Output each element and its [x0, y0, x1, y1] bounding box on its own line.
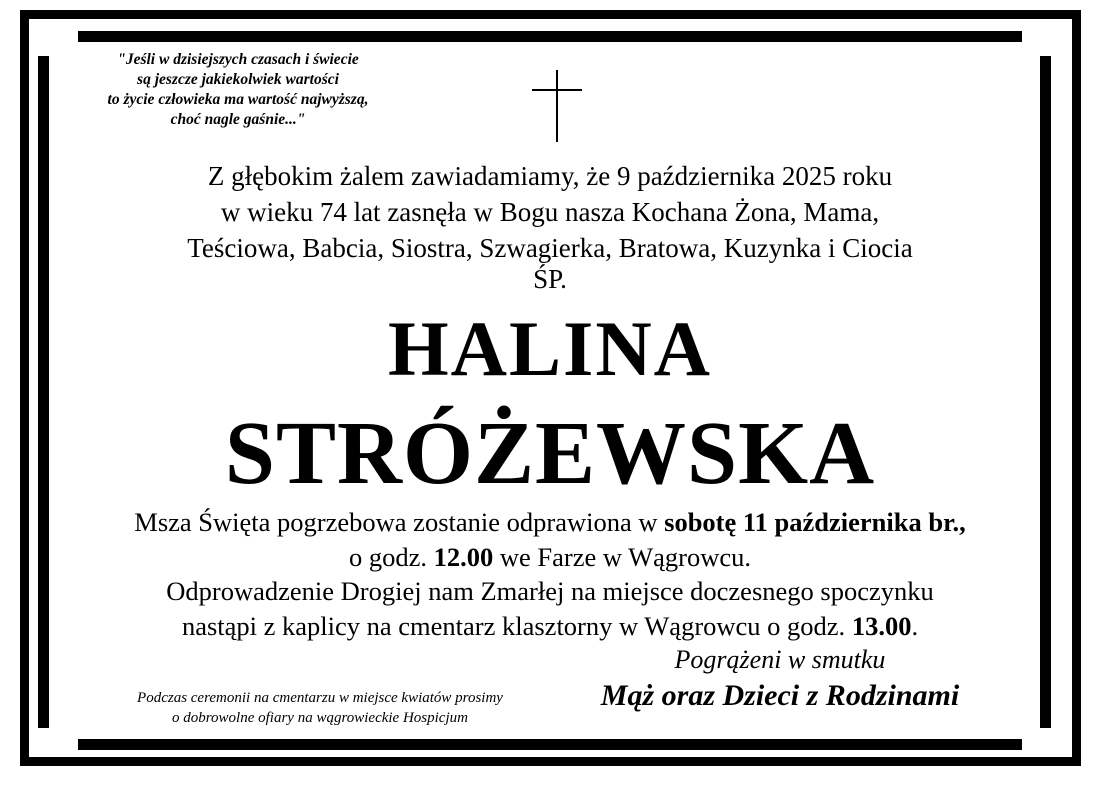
bottom-border-bar [78, 739, 1022, 750]
procession-end: . [911, 610, 919, 641]
mass-text: Msza Święta pogrzebowa zostanie odprawiona w [134, 507, 665, 537]
funeral-details [50, 505, 1050, 643]
procession-text: nastąpi z kaplicy na cmentarz klasztorny w Wągrowcu o godz. [181, 610, 852, 641]
family-signature: Mąż oraz Dzieci z Rodzinami [600, 679, 960, 712]
quote-line: choć nagle gaśnie..." [170, 111, 306, 128]
mass-time: 12.00 [433, 541, 494, 572]
deceased-last-name: STRÓŻEWSKA [224, 404, 876, 503]
mourning-line: Pogrążeni w smutku [674, 645, 886, 674]
mass-date: sobotę 11 października br., [664, 507, 966, 537]
donation-note [76, 688, 564, 728]
left-border-bar [38, 56, 49, 728]
mass-time-prefix: o godz. [348, 541, 434, 572]
announcement-text [80, 158, 1020, 292]
announcement-line: Z głębokim żalem zawiadamiamy, że 9 października 2025 roku [207, 161, 893, 191]
procession-line: Odprowadzenie Drogiej nam Zmarłej na miejsce doczesnego spoczynku [166, 576, 934, 606]
procession-time-line [50, 609, 1050, 644]
quote-line: są jeszcze jakiekolwiek wartości [137, 71, 339, 88]
top-border-bar [78, 31, 1022, 42]
announcement-line: w wieku 74 lat zasnęła w Bogu nasza Kochana Żona, Mama, [220, 197, 880, 227]
epigraph-quote [52, 50, 424, 130]
mass-line [50, 505, 1050, 540]
quote-line: "Jeśli w dzisiejszych czasach i świecie [117, 51, 359, 68]
honorific-prefix: ŚP. [533, 264, 567, 294]
procession-time: 13.00 [851, 610, 912, 641]
mass-time-line [50, 540, 1050, 575]
cross-icon [532, 70, 582, 142]
note-line: Podczas ceremonii na cmentarzu w miejsce kwiatów prosimy [137, 690, 503, 706]
note-line: o dobrowolne ofiary na wągrowieckie Hospicjum [172, 710, 468, 726]
deceased-first-name: HALINA [387, 305, 713, 392]
announcement-line: Teściowa, Babcia, Siostra, Szwagierka, Bratowa, Kuzynka i Ciocia [187, 233, 913, 263]
quote-line: to życie człowieka ma wartość najwyższą, [107, 91, 369, 108]
mass-place: we Farze w Wągrowcu. [493, 541, 752, 572]
